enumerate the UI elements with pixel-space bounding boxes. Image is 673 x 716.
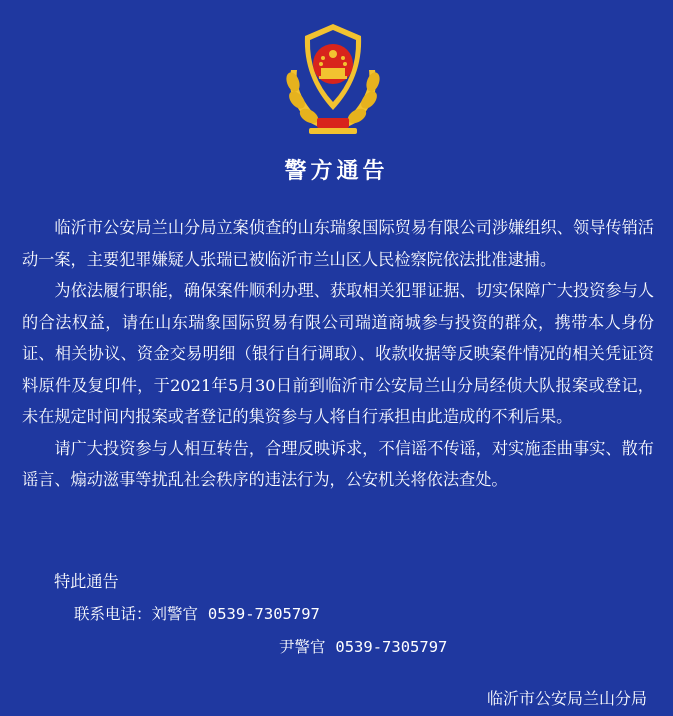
signer: 临沂市公安局兰山分局: [486, 689, 647, 708]
notice-title: 警方通告: [284, 158, 389, 184]
police-emblem-icon: [279, 18, 387, 138]
paragraph-warning: 请广大投资参与人相互转告，合理反映诉求，不信谣不传谣，对实施歪曲事实、散布谣言、煽动滋事等扰乱社会秩序的违法行为，公安机关将依法查处。: [22, 438, 654, 489]
contact-line-1: [74, 600, 320, 628]
contact-phone-2: 0539-7305797: [335, 638, 448, 656]
paragraph-request: 为依法履行职能，确保案件顺利办理、获取相关犯罪证据、切实保障广大投资参与人的合法权益，请在山东瑞象国际贸易有限公司瑞道商城参与投资的群众，携带本人身份证、相关协议、资金交易明细（银行自行调取）、收款收据等反映案件情况的相关凭证资料原件及复印件，于2021年5月30日前到临沂市公安局兰山分局经侦大队报案或登记，未在规定时间内报案或者登记的集资参与人将自行承担由此造成的不利后果。: [22, 281, 654, 426]
contact-phone-1: 0539-7305797: [207, 605, 320, 623]
contact-name-2: 尹警官: [279, 638, 326, 656]
contact-label: 联系电话：: [74, 605, 152, 623]
paragraph-case: 临沂市公安局兰山分局立案侦查的山东瑞象国际贸易有限公司涉嫌组织、领导传销活动一案，主要犯罪嫌疑人张瑞已被临沂市兰山区人民检察院依法批准逮捕。: [22, 218, 654, 269]
notice-body: [22, 212, 654, 496]
special-notice: 特此通告: [54, 572, 119, 591]
contact-name-1: 刘警官: [151, 605, 199, 623]
contact-line-2: [279, 633, 447, 661]
